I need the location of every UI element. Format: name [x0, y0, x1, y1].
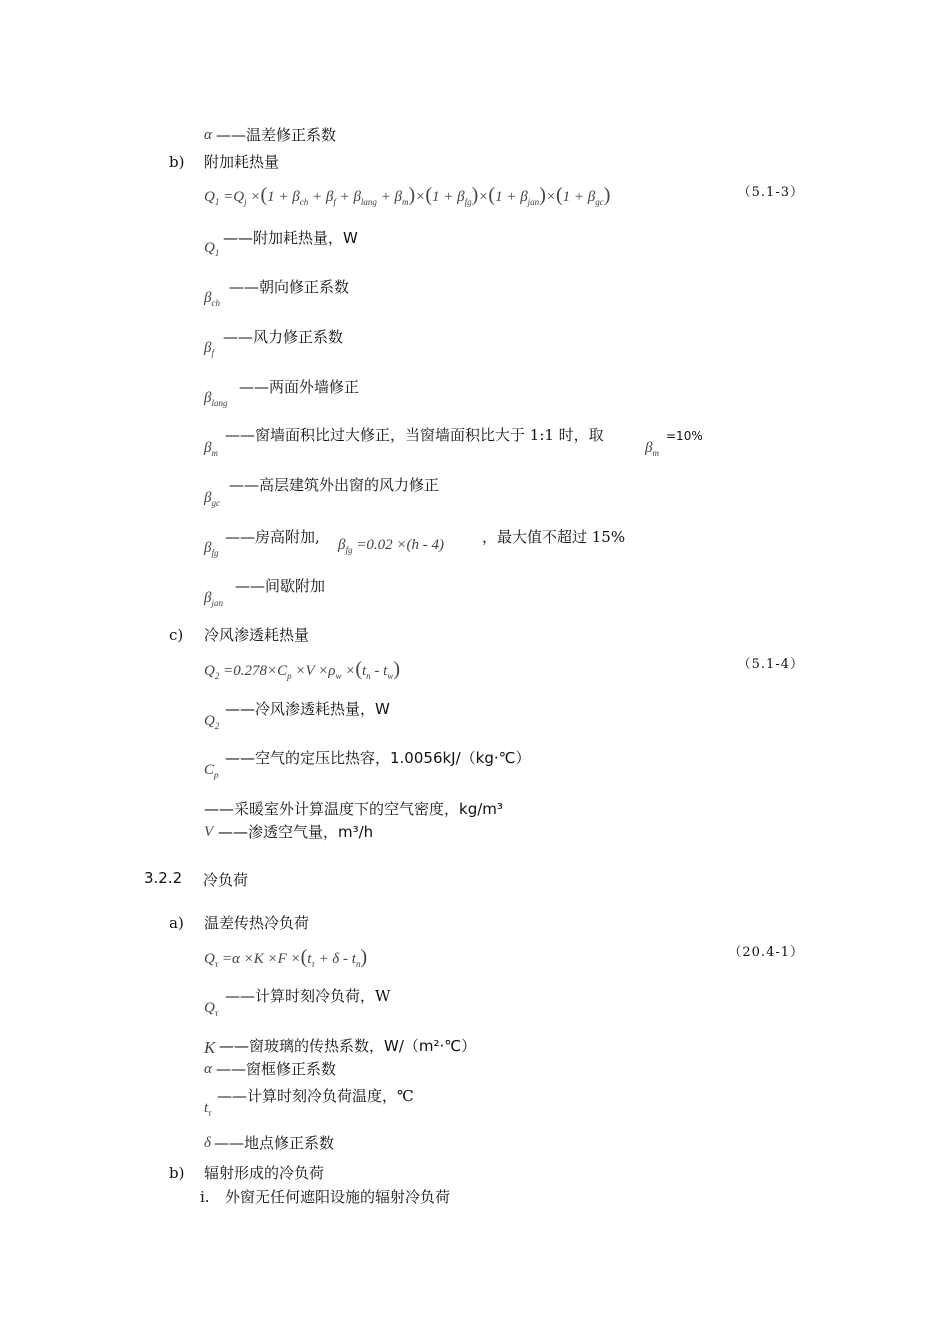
- beta-m-symbol: $\beta_m$: [204, 440, 218, 458]
- beta-jan-desc: ——间歇附加: [235, 577, 326, 595]
- alpha2-symbol: α: [204, 1061, 212, 1077]
- equation-5-1-3: $Q_1 =Q_j \times(1 + \beta_{ch} + \beta_f + \beta_{lang} + \beta_m)\times(1 + \beta_{fg})\times(1 + \beta_{jan})\times(1 + \beta_{gc})$: [204, 184, 611, 207]
- alpha-symbol: α: [204, 127, 212, 143]
- t-tau-desc: ——计算时刻冷负荷温度，℃: [217, 1087, 414, 1105]
- q-tau-symbol: $Q_\tau$: [204, 1000, 219, 1018]
- k-desc: ——窗玻璃的传热系数，W/（m²·℃）: [219, 1037, 477, 1055]
- beta-fg-symbol: $\beta_{fg}$: [204, 540, 219, 558]
- cp-desc: ——空气的定压比热容，1.0056kJ/（kg·℃）: [225, 749, 531, 767]
- beta-fg-tail: ，最大值不超过 15%: [482, 528, 626, 546]
- cp-symbol: $C_p$: [204, 762, 219, 780]
- beta-m-desc: ——窗墙面积比过大修正，当窗墙面积比大于 1:1 时，取: [225, 426, 604, 444]
- conduction-load-title: 温差传热冷负荷: [204, 914, 310, 932]
- q2-desc: ——冷风渗透耗热量，W: [225, 700, 390, 718]
- delta-symbol: δ: [204, 1135, 211, 1151]
- k-symbol: K: [204, 1038, 216, 1057]
- q1-symbol: $Q_1$: [204, 240, 220, 258]
- v-symbol: V: [204, 824, 214, 840]
- beta-f-symbol: $\beta_f$: [204, 340, 214, 358]
- q2-symbol: $Q_2$: [204, 713, 220, 731]
- equation-number: （5.1-4）: [737, 657, 804, 672]
- beta-lang-desc: ——两面外墙修正: [239, 378, 360, 396]
- equation-20-4-1: $Q_\tau =\alpha \times K \times F \times(t_\tau + \delta - t_n)$: [204, 946, 368, 969]
- t-tau-symbol: $t_\tau$: [204, 1100, 212, 1118]
- beta-lang-symbol: $\beta_{lang}$: [204, 390, 228, 408]
- equation-5-1-4: $Q_2 =0.278\times C_p \times V \times\rho_w \times(t_n - t_w)$: [204, 658, 401, 681]
- beta-fg-desc: ——房高附加,: [225, 528, 320, 546]
- beta-f-desc: ——风力修正系数: [223, 328, 344, 346]
- list-label-b: b): [169, 153, 185, 171]
- rho-desc: ——采暖室外计算温度下的空气密度，kg/m³: [204, 800, 503, 818]
- beta-jan-symbol: $\beta_{jan}$: [204, 590, 223, 608]
- v-desc: ——渗透空气量，m³/h: [218, 823, 374, 841]
- unshaded-window-title: 外窗无任何遮阳设施的辐射冷负荷: [225, 1188, 451, 1206]
- equation-number: （5.1-3）: [737, 185, 804, 200]
- alpha2-desc: ——窗框修正系数: [216, 1060, 337, 1078]
- beta-m-value: =10%: [666, 429, 703, 443]
- beta-ch-symbol: $\beta_{ch}$: [204, 290, 220, 308]
- additional-heat-title: 附加耗热量: [204, 153, 280, 171]
- beta-gc-desc: ——高层建筑外出窗的风力修正: [229, 476, 440, 494]
- beta-fg-formula: $\beta_{fg} =0.02 \times(h - 4)$: [338, 537, 444, 555]
- alpha-temp-desc: ——温差修正系数: [216, 126, 337, 144]
- q1-desc: ——附加耗热量，W: [223, 229, 358, 247]
- beta-ch-desc: ——朝向修正系数: [229, 278, 350, 296]
- beta-gc-symbol: $\beta_{gc}$: [204, 490, 220, 508]
- list-label-c: c): [169, 626, 184, 644]
- equation-number: （20.4-1）: [728, 945, 804, 960]
- section-number: 3.2.2: [144, 869, 183, 887]
- infiltration-title: 冷风渗透耗热量: [204, 626, 310, 644]
- list-label-i: i.: [200, 1188, 210, 1206]
- list-label-b2: b): [169, 1164, 185, 1182]
- radiation-load-title: 辐射形成的冷负荷: [204, 1164, 325, 1182]
- q-tau-desc: ——计算时刻冷负荷，W: [225, 987, 391, 1005]
- beta-m-inline-symbol: $\beta_m$: [645, 440, 659, 458]
- delta-desc: ——地点修正系数: [214, 1134, 335, 1152]
- section-title: 冷负荷: [203, 871, 249, 889]
- list-label-a: a): [169, 914, 184, 932]
